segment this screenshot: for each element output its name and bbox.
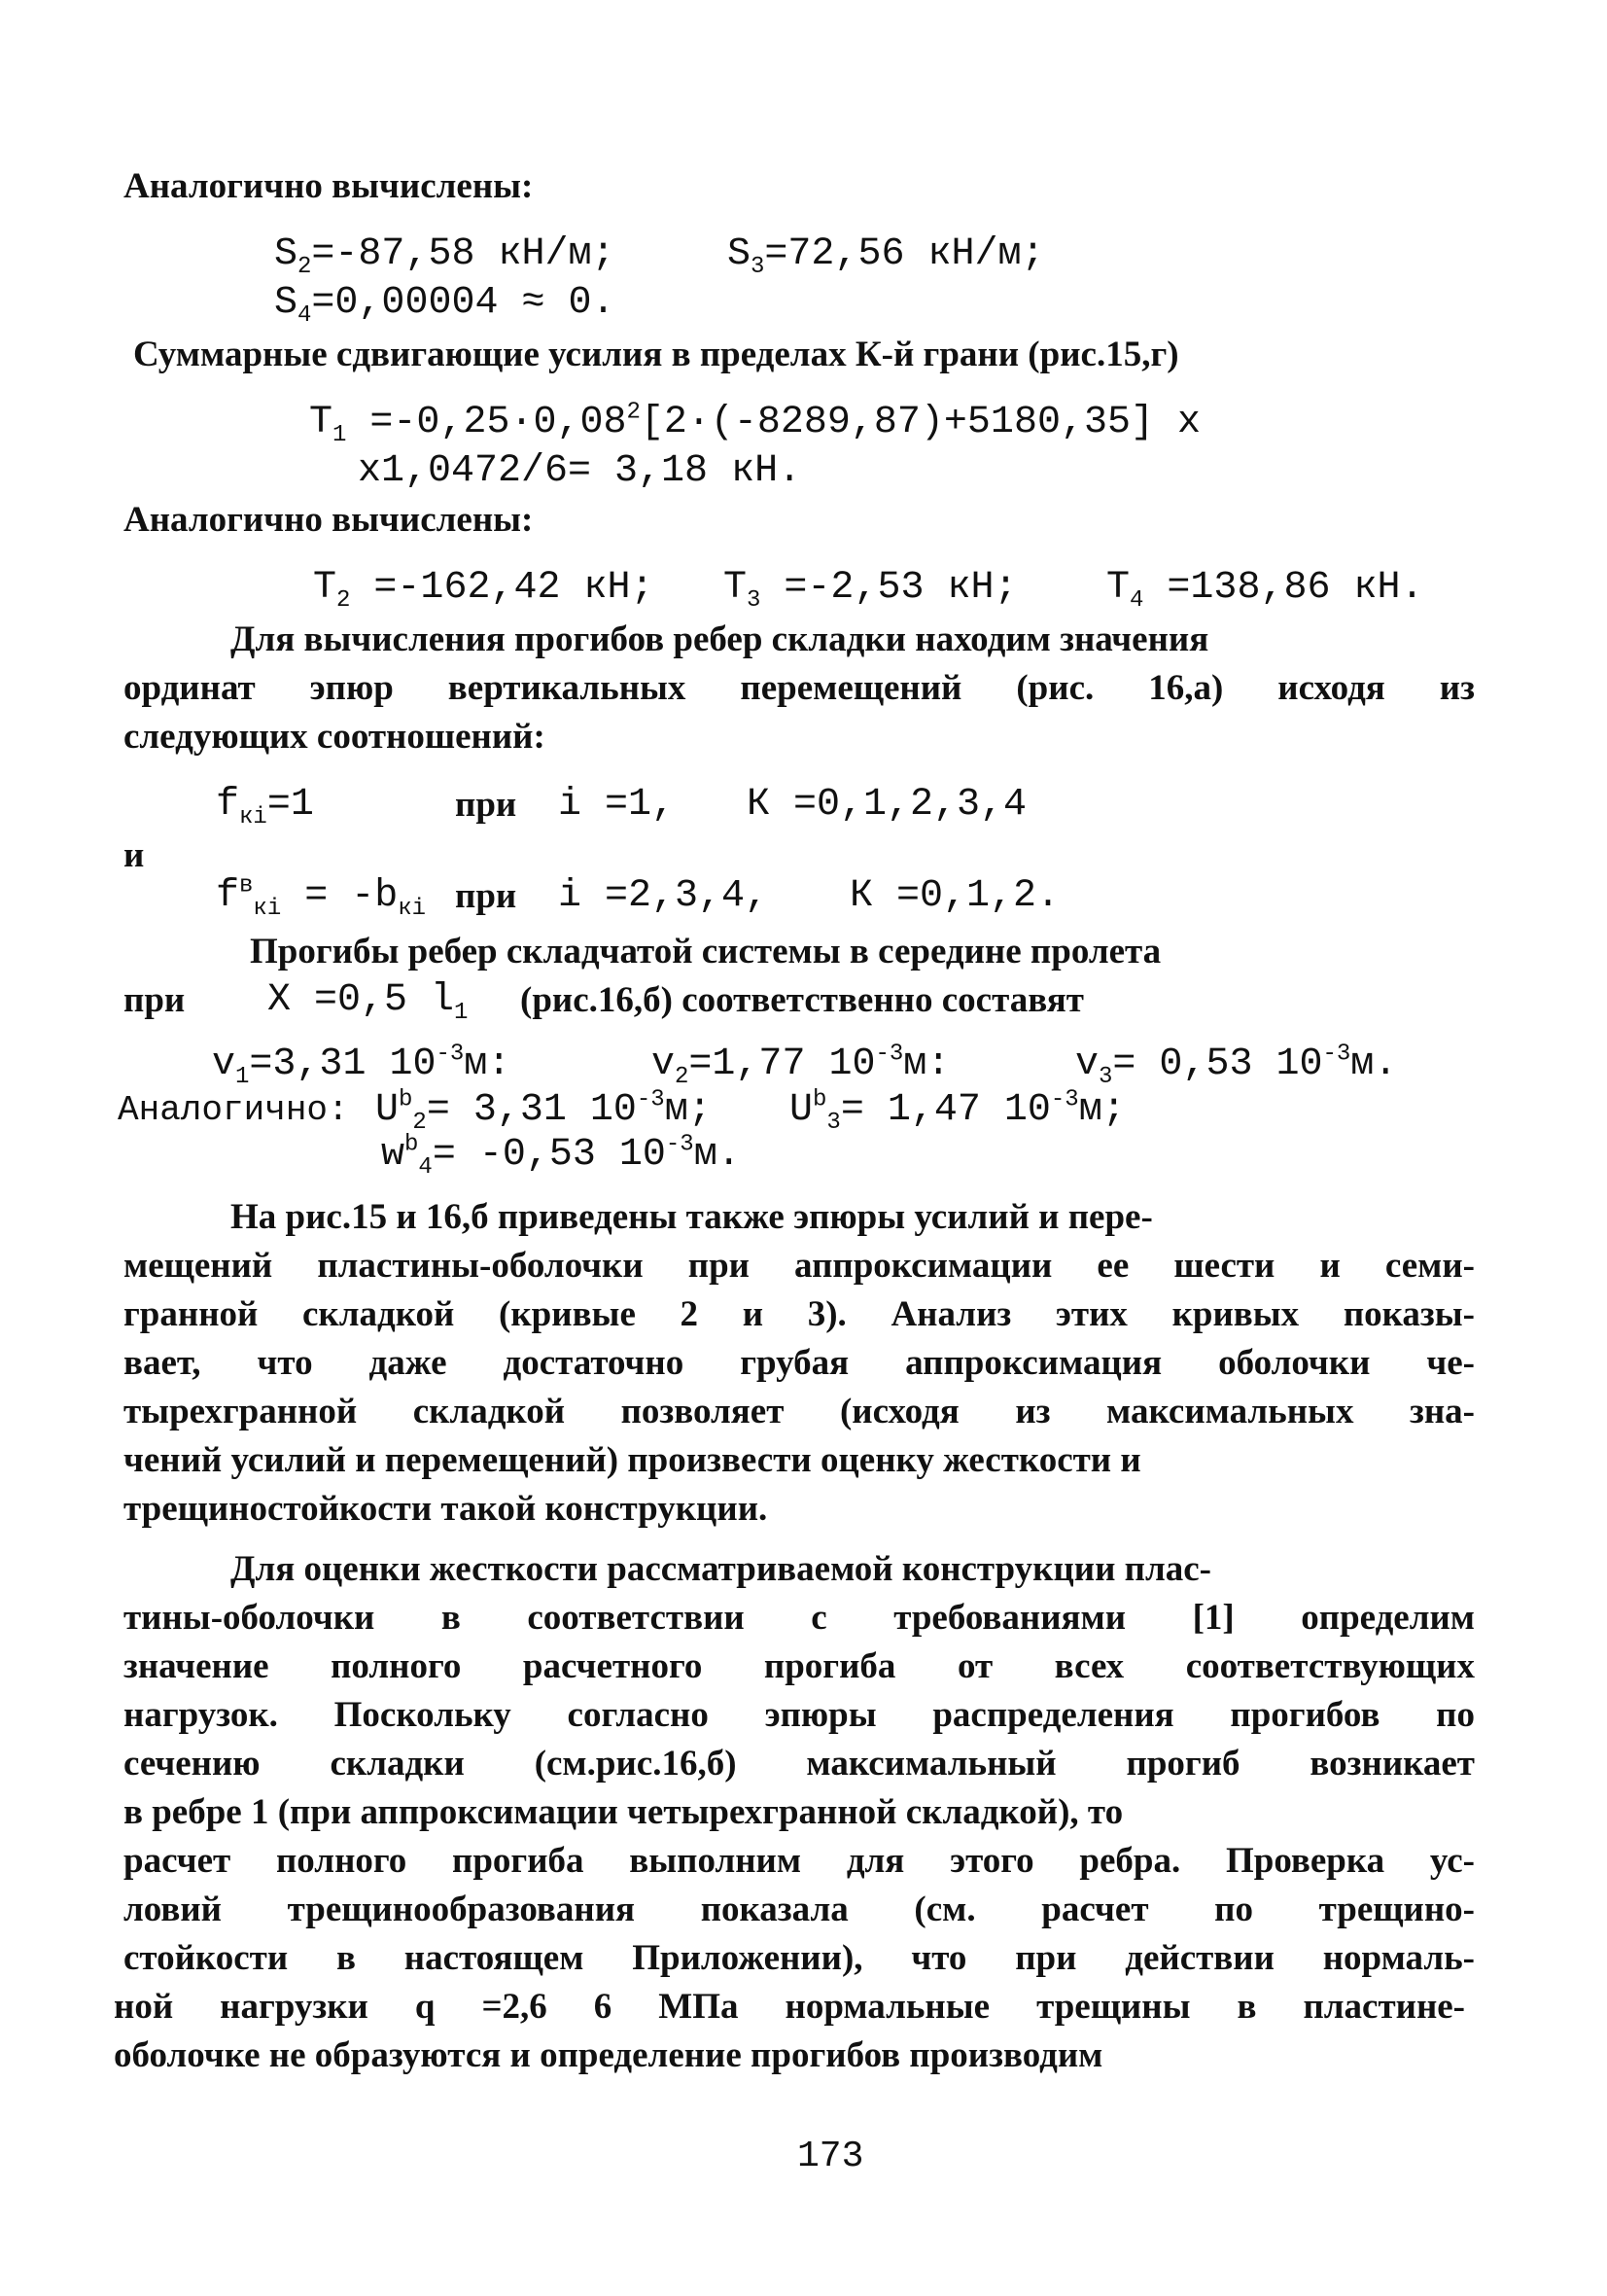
formula-v3: $v_3= 0,53$ $10^{-3}м$. — [1075, 1041, 1398, 1090]
formula-s3: $S_3=72,56$ кН/м; — [727, 232, 1045, 280]
para4-line: расчет полного прогиба выполним для этого ребра. Проверка ус- — [123, 1841, 1475, 1881]
para3-line: На рис.15 и 16,б приведены также эпюры усилий и пере- — [230, 1197, 1153, 1237]
formula-f-ki-b: $f^в_{кi} = -b_{кi}$ — [216, 872, 427, 922]
f1-i-range: i =1, — [558, 783, 676, 827]
formula-s4: $S_4=0,00004 \approx 0$. — [274, 281, 615, 329]
para1-line1: Для вычисления прогибов ребер складки находим значения — [230, 619, 1209, 659]
anal3-label: Аналогично: — [118, 1090, 349, 1130]
f2-pri: при — [455, 876, 517, 916]
para4-line: оболочке не образуются и определение прогибов производим — [114, 2035, 1103, 2075]
para4-line: нагрузок. Поскольку согласно эпюры распределения прогибов по — [123, 1695, 1475, 1735]
f1-pri: при — [455, 785, 517, 825]
para3-line: чений усилий и перемещений) произвести оценку жесткости и — [123, 1440, 1141, 1480]
para4-line: тины-оболочки в соответствии с требованиями [1] определим — [123, 1598, 1475, 1638]
intro-text-2: Аналогично вычислены: — [123, 500, 534, 540]
para4-line: значение полного расчетного прогиба от всех соответствующих — [123, 1646, 1475, 1686]
para3-line: мещений пластины-оболочки при аппроксимации ее шести и семи- — [123, 1246, 1475, 1286]
formula-f-ki: $f_{кi}=1$ — [216, 783, 314, 830]
formula-s2: $S_2=-87,58$ кН/м; — [274, 232, 615, 280]
page-number: 173 — [797, 2136, 864, 2177]
para3-line: трещиностойкости такой конструкции. — [123, 1489, 768, 1529]
formula-w4: $w^b_4= -0,53$ $10^{-3}м$. — [381, 1131, 741, 1181]
para1-line2: ординат эпюр вертикальных перемещений (рис. 16,а) исходя из — [123, 668, 1475, 708]
formula-u3: $U^b_3= 1,47$ $10^{-3}м$; — [789, 1086, 1126, 1136]
para3-line: тырехгранной складкой позволяет (исходя из максимальных зна- — [123, 1392, 1475, 1431]
para2-x: X =0,5 $l_1$ — [267, 978, 469, 1026]
formula-v1: $v_1=3,31$ $10^{-3}м$: — [212, 1041, 511, 1090]
formula-t1: $T_1 =-0,25\cdot 0,08^2[2\cdot(-8289,87)+5180,35]$ x — [309, 399, 1201, 448]
para3-line: вает, что даже достаточно грубая аппроксимация оболочки че- — [123, 1343, 1475, 1383]
intro-text-1: Аналогично вычислены: — [123, 166, 534, 206]
para4-line: ной нагрузки q =2,6 6 МПа нормальные трещины в пластине- — [114, 1987, 1465, 2027]
para2-pri: при — [123, 980, 186, 1020]
para4-line: сечению складки (см.рис.16,б) максимальный прогиб возникает — [123, 1744, 1475, 1784]
formula-v2: $v_2=1,77$ $10^{-3}м$: — [651, 1041, 951, 1090]
para2-line1: Прогибы ребер складчатой системы в середине пролета — [250, 932, 1162, 971]
para4-line: Для оценки жесткости рассматриваемой конструкции плас- — [230, 1549, 1211, 1589]
para4-line: в ребре 1 (при аппроксимации четырехгранной складкой), то — [123, 1792, 1124, 1832]
formula-t4: $T_4 =138,86$ кН. — [1106, 566, 1424, 614]
f2-k-range: К =0,1,2. — [850, 874, 1061, 918]
formula-t3: $T_3 =-2,53$ кН; — [723, 566, 1018, 614]
formula-t1-cont: x1,0472/6= 3,18 кН. — [358, 449, 802, 493]
para1-line3: следующих соотношений: — [123, 717, 545, 757]
f1-k-range: К =0,1,2,3,4 — [747, 783, 1028, 827]
formula-t2: $T_2 =-162,42$ кН; — [313, 566, 654, 614]
para4-line: стойкости в настоящем Приложении), что при действии нормаль- — [123, 1938, 1475, 1978]
formula-u2: $U^b_2= 3,31$ $10^{-3}м$; — [375, 1086, 712, 1136]
shear-heading: Суммарные сдвигающие усилия в пределах К-й грани (рис.15,г) — [133, 335, 1179, 374]
para4-line: ловий трещинообразования показала (см. расчет по трещино- — [123, 1890, 1475, 1929]
and-word: и — [123, 835, 145, 875]
para2-rest: (рис.16,б) соответственно составят — [520, 980, 1084, 1020]
f2-i-range: i =2,3,4, — [558, 874, 769, 918]
para3-line: гранной складкой (кривые 2 и 3). Анализ этих кривых показы- — [123, 1294, 1475, 1334]
